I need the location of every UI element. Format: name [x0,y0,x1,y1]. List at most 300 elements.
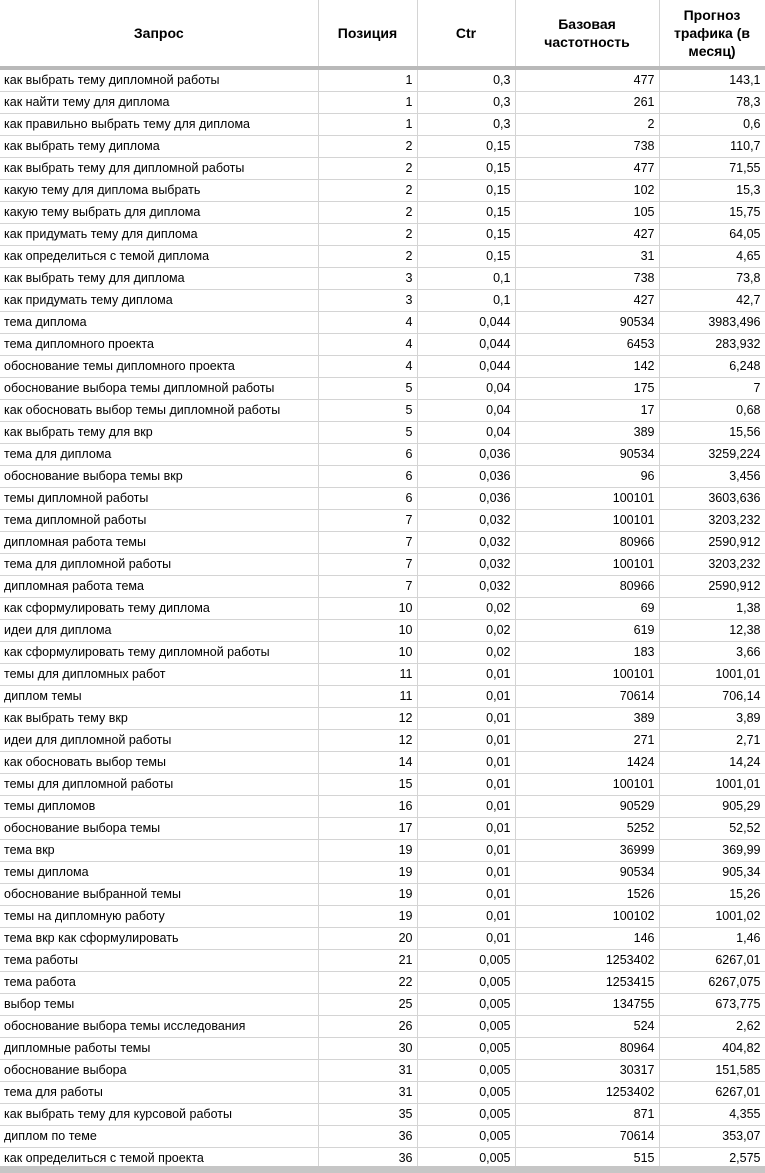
query-cell[interactable]: обоснование темы дипломного проекта [0,356,318,378]
position-cell[interactable]: 10 [318,642,417,664]
ctr-cell[interactable]: 0,3 [417,68,515,92]
traffic-cell[interactable]: 673,775 [659,994,765,1016]
query-cell[interactable]: темы дипломной работы [0,488,318,510]
position-cell[interactable]: 5 [318,400,417,422]
query-cell[interactable]: тема для работы [0,1082,318,1104]
query-cell[interactable]: обоснование выбора темы исследования [0,1016,318,1038]
table-row [0,752,765,774]
ctr-cell[interactable]: 0,02 [417,620,515,642]
position-cell[interactable]: 26 [318,1016,417,1038]
query-cell[interactable]: как выбрать тему для дипломной работы [0,158,318,180]
ctr-cell[interactable]: 0,04 [417,378,515,400]
ctr-cell[interactable]: 0,005 [417,950,515,972]
query-cell[interactable]: темы диплома [0,862,318,884]
traffic-cell[interactable]: 73,8 [659,268,765,290]
header-base-frequency[interactable]: Базовая частотность [515,0,659,68]
ctr-cell[interactable]: 0,005 [417,1148,515,1170]
traffic-cell[interactable]: 2,575 [659,1148,765,1170]
traffic-cell[interactable]: 0,6 [659,114,765,136]
ctr-cell[interactable]: 0,01 [417,818,515,840]
traffic-cell[interactable]: 78,3 [659,92,765,114]
query-cell[interactable]: обоснование выбранной темы [0,884,318,906]
traffic-cell[interactable]: 3983,496 [659,312,765,334]
ctr-cell[interactable]: 0,032 [417,532,515,554]
frequency-cell[interactable]: 427 [515,290,659,312]
ctr-cell[interactable]: 0,005 [417,1060,515,1082]
query-cell[interactable]: тема работы [0,950,318,972]
query-cell[interactable]: как выбрать тему вкр [0,708,318,730]
ctr-cell[interactable]: 0,005 [417,1126,515,1148]
ctr-cell[interactable]: 0,15 [417,136,515,158]
table-row [0,466,765,488]
query-cell[interactable]: темы на дипломную работу [0,906,318,928]
position-cell[interactable]: 4 [318,334,417,356]
frequency-cell[interactable]: 427 [515,224,659,246]
table-row [0,290,765,312]
position-cell[interactable]: 4 [318,312,417,334]
ctr-cell[interactable]: 0,15 [417,246,515,268]
traffic-cell[interactable]: 3259,224 [659,444,765,466]
traffic-cell[interactable]: 404,82 [659,1038,765,1060]
ctr-cell[interactable]: 0,01 [417,774,515,796]
query-cell[interactable]: обоснование выбора темы дипломной работы [0,378,318,400]
frequency-cell[interactable]: 90529 [515,796,659,818]
frequency-cell[interactable]: 1526 [515,884,659,906]
position-cell[interactable]: 2 [318,202,417,224]
ctr-cell[interactable]: 0,044 [417,356,515,378]
ctr-cell[interactable]: 0,01 [417,862,515,884]
frequency-cell[interactable]: 389 [515,708,659,730]
position-cell[interactable]: 25 [318,994,417,1016]
position-cell[interactable]: 1 [318,68,417,92]
frequency-cell[interactable]: 6453 [515,334,659,356]
ctr-cell[interactable]: 0,036 [417,488,515,510]
traffic-cell[interactable]: 6,248 [659,356,765,378]
table-row [0,92,765,114]
ctr-cell[interactable]: 0,15 [417,224,515,246]
ctr-cell[interactable]: 0,01 [417,906,515,928]
ctr-cell[interactable]: 0,04 [417,400,515,422]
table-row [0,1038,765,1060]
query-cell[interactable]: дипломная работа темы [0,532,318,554]
ctr-cell[interactable]: 0,01 [417,686,515,708]
position-cell[interactable]: 36 [318,1148,417,1170]
frequency-cell[interactable]: 100101 [515,554,659,576]
frequency-cell[interactable]: 100101 [515,488,659,510]
ctr-cell[interactable]: 0,15 [417,158,515,180]
frequency-cell[interactable]: 738 [515,268,659,290]
query-cell[interactable]: тема дипломной работы [0,510,318,532]
traffic-cell[interactable]: 3203,232 [659,510,765,532]
ctr-cell[interactable]: 0,044 [417,334,515,356]
position-cell[interactable]: 7 [318,554,417,576]
ctr-cell[interactable]: 0,005 [417,1082,515,1104]
position-cell[interactable]: 7 [318,532,417,554]
ctr-cell[interactable]: 0,044 [417,312,515,334]
traffic-cell[interactable]: 6267,075 [659,972,765,994]
position-cell[interactable]: 16 [318,796,417,818]
header-row [0,0,765,68]
position-cell[interactable]: 31 [318,1082,417,1104]
frequency-cell[interactable]: 175 [515,378,659,400]
query-cell[interactable]: какую тему для диплома выбрать [0,180,318,202]
traffic-cell[interactable]: 71,55 [659,158,765,180]
ctr-cell[interactable]: 0,01 [417,708,515,730]
table-row [0,730,765,752]
frequency-cell[interactable]: 477 [515,158,659,180]
table-row [0,994,765,1016]
ctr-cell[interactable]: 0,04 [417,422,515,444]
position-cell[interactable]: 21 [318,950,417,972]
table-row [0,378,765,400]
frequency-cell[interactable]: 389 [515,422,659,444]
position-cell[interactable]: 2 [318,246,417,268]
position-cell[interactable]: 5 [318,422,417,444]
position-cell[interactable]: 7 [318,576,417,598]
table-row [0,554,765,576]
ctr-cell[interactable]: 0,005 [417,972,515,994]
table-row [0,928,765,950]
table-row [0,444,765,466]
table-row [0,136,765,158]
table-row [0,224,765,246]
ctr-cell[interactable]: 0,01 [417,664,515,686]
query-cell[interactable]: какую тему выбрать для диплома [0,202,318,224]
traffic-cell[interactable]: 143,1 [659,68,765,92]
table-row [0,114,765,136]
traffic-cell[interactable]: 283,932 [659,334,765,356]
ctr-cell[interactable]: 0,032 [417,510,515,532]
table-body [0,68,765,1170]
query-cell[interactable]: тема для дипломной работы [0,554,318,576]
frequency-cell[interactable]: 36999 [515,840,659,862]
ctr-cell[interactable]: 0,01 [417,796,515,818]
query-cell[interactable]: как сформулировать тему диплома [0,598,318,620]
position-cell[interactable]: 19 [318,862,417,884]
frequency-cell[interactable]: 477 [515,68,659,92]
query-cell[interactable]: как выбрать тему диплома [0,136,318,158]
position-cell[interactable]: 17 [318,818,417,840]
query-cell[interactable]: как правильно выбрать тему для диплома [0,114,318,136]
traffic-cell[interactable]: 3,89 [659,708,765,730]
frequency-cell[interactable]: 70614 [515,1126,659,1148]
query-cell[interactable]: идеи для дипломной работы [0,730,318,752]
horizontal-scrollbar[interactable] [0,1166,765,1173]
frequency-cell[interactable]: 1253402 [515,1082,659,1104]
ctr-cell[interactable]: 0,005 [417,1016,515,1038]
position-cell[interactable]: 6 [318,488,417,510]
frequency-cell[interactable]: 2 [515,114,659,136]
frequency-cell[interactable]: 80964 [515,1038,659,1060]
query-cell[interactable]: как выбрать тему для курсовой работы [0,1104,318,1126]
ctr-cell[interactable]: 0,3 [417,114,515,136]
frequency-cell[interactable]: 183 [515,642,659,664]
frequency-cell[interactable]: 142 [515,356,659,378]
position-cell[interactable]: 7 [318,510,417,532]
frequency-cell[interactable]: 102 [515,180,659,202]
traffic-cell[interactable]: 3,66 [659,642,765,664]
frequency-cell[interactable]: 134755 [515,994,659,1016]
header-traffic-forecast[interactable]: Прогноз трафика (в месяц) [659,0,765,68]
table-row [0,708,765,730]
table-row [0,356,765,378]
table-row [0,642,765,664]
table-row [0,796,765,818]
query-cell[interactable]: обоснование выбора [0,1060,318,1082]
query-cell[interactable]: как выбрать тему для вкр [0,422,318,444]
query-cell[interactable]: дипломная работа тема [0,576,318,598]
frequency-cell[interactable]: 90534 [515,862,659,884]
query-cell[interactable]: тема дипломного проекта [0,334,318,356]
frequency-cell[interactable]: 70614 [515,686,659,708]
frequency-cell[interactable]: 100101 [515,664,659,686]
traffic-cell[interactable]: 2590,912 [659,576,765,598]
query-cell[interactable]: как сформулировать тему дипломной работы [0,642,318,664]
query-cell[interactable]: как выбрать тему для диплома [0,268,318,290]
ctr-cell[interactable]: 0,01 [417,928,515,950]
table-row [0,68,765,92]
traffic-cell[interactable]: 7 [659,378,765,400]
query-cell[interactable]: темы дипломов [0,796,318,818]
query-cell[interactable]: как найти тему для диплома [0,92,318,114]
traffic-cell[interactable]: 14,24 [659,752,765,774]
query-cell[interactable]: дипломные работы темы [0,1038,318,1060]
ctr-cell[interactable]: 0,15 [417,202,515,224]
table-row [0,400,765,422]
table-row [0,488,765,510]
traffic-cell[interactable]: 52,52 [659,818,765,840]
frequency-cell[interactable]: 524 [515,1016,659,1038]
table-row [0,158,765,180]
position-cell[interactable]: 6 [318,466,417,488]
query-cell[interactable]: диплом по теме [0,1126,318,1148]
frequency-cell[interactable]: 100102 [515,906,659,928]
query-cell[interactable]: тема работа [0,972,318,994]
position-cell[interactable]: 2 [318,158,417,180]
traffic-cell[interactable]: 12,38 [659,620,765,642]
ctr-cell[interactable]: 0,01 [417,884,515,906]
traffic-cell[interactable]: 151,585 [659,1060,765,1082]
position-cell[interactable]: 19 [318,840,417,862]
ctr-cell[interactable]: 0,005 [417,1104,515,1126]
position-cell[interactable]: 22 [318,972,417,994]
traffic-cell[interactable]: 1001,01 [659,774,765,796]
position-cell[interactable]: 2 [318,180,417,202]
header-position[interactable]: Позиция [318,0,417,68]
frequency-cell[interactable]: 619 [515,620,659,642]
frequency-cell[interactable]: 515 [515,1148,659,1170]
traffic-cell[interactable]: 6267,01 [659,950,765,972]
table-row [0,246,765,268]
query-cell[interactable]: как придумать тему для диплома [0,224,318,246]
traffic-cell[interactable]: 15,75 [659,202,765,224]
query-cell[interactable]: выбор темы [0,994,318,1016]
query-cell[interactable]: как придумать тему диплома [0,290,318,312]
traffic-cell[interactable]: 1,46 [659,928,765,950]
position-cell[interactable]: 10 [318,598,417,620]
position-cell[interactable]: 1 [318,114,417,136]
position-cell[interactable]: 19 [318,906,417,928]
query-cell[interactable]: как обосновать выбор темы [0,752,318,774]
ctr-cell[interactable]: 0,01 [417,730,515,752]
ctr-cell[interactable]: 0,02 [417,642,515,664]
query-cell[interactable]: тема диплома [0,312,318,334]
position-cell[interactable]: 6 [318,444,417,466]
position-cell[interactable]: 35 [318,1104,417,1126]
traffic-cell[interactable]: 6267,01 [659,1082,765,1104]
query-cell[interactable]: как определиться с темой диплома [0,246,318,268]
traffic-cell[interactable]: 42,7 [659,290,765,312]
position-cell[interactable]: 11 [318,686,417,708]
position-cell[interactable]: 3 [318,268,417,290]
traffic-cell[interactable]: 3203,232 [659,554,765,576]
frequency-cell[interactable]: 146 [515,928,659,950]
table-row [0,532,765,554]
table-row [0,1104,765,1126]
table-row [0,1016,765,1038]
frequency-cell[interactable]: 271 [515,730,659,752]
table-row [0,576,765,598]
table-row [0,268,765,290]
position-cell[interactable]: 10 [318,620,417,642]
frequency-cell[interactable]: 31 [515,246,659,268]
ctr-cell[interactable]: 0,1 [417,268,515,290]
frequency-cell[interactable]: 871 [515,1104,659,1126]
frequency-cell[interactable]: 105 [515,202,659,224]
ctr-cell[interactable]: 0,005 [417,1038,515,1060]
query-cell[interactable]: тема вкр как сформулировать [0,928,318,950]
position-cell[interactable]: 11 [318,664,417,686]
table-row [0,598,765,620]
traffic-cell[interactable]: 2590,912 [659,532,765,554]
frequency-cell[interactable]: 30317 [515,1060,659,1082]
ctr-cell[interactable]: 0,032 [417,554,515,576]
frequency-cell[interactable]: 96 [515,466,659,488]
traffic-cell[interactable]: 3603,636 [659,488,765,510]
traffic-cell[interactable]: 369,99 [659,840,765,862]
ctr-cell[interactable]: 0,15 [417,180,515,202]
traffic-cell[interactable]: 110,7 [659,136,765,158]
ctr-cell[interactable]: 0,036 [417,466,515,488]
frequency-cell[interactable]: 80966 [515,532,659,554]
frequency-cell[interactable]: 261 [515,92,659,114]
frequency-cell[interactable]: 1424 [515,752,659,774]
position-cell[interactable]: 12 [318,730,417,752]
position-cell[interactable]: 19 [318,884,417,906]
frequency-cell[interactable]: 90534 [515,444,659,466]
ctr-cell[interactable]: 0,036 [417,444,515,466]
traffic-cell[interactable]: 15,26 [659,884,765,906]
ctr-cell[interactable]: 0,01 [417,840,515,862]
traffic-cell[interactable]: 0,68 [659,400,765,422]
query-cell[interactable]: обоснование выбора темы вкр [0,466,318,488]
header-ctr[interactable]: Ctr [417,0,515,68]
traffic-cell[interactable]: 15,56 [659,422,765,444]
table-row [0,686,765,708]
ctr-cell[interactable]: 0,02 [417,598,515,620]
traffic-cell[interactable]: 4,65 [659,246,765,268]
traffic-cell[interactable]: 706,14 [659,686,765,708]
traffic-cell[interactable]: 15,3 [659,180,765,202]
traffic-cell[interactable]: 2,62 [659,1016,765,1038]
traffic-cell[interactable]: 1001,02 [659,906,765,928]
ctr-cell[interactable]: 0,3 [417,92,515,114]
ctr-cell[interactable]: 0,1 [417,290,515,312]
traffic-cell[interactable]: 1001,01 [659,664,765,686]
frequency-cell[interactable]: 738 [515,136,659,158]
query-cell[interactable]: тема для диплома [0,444,318,466]
query-cell[interactable]: как определиться с темой проекта [0,1148,318,1170]
frequency-cell[interactable]: 1253402 [515,950,659,972]
frequency-cell[interactable]: 69 [515,598,659,620]
table-row [0,818,765,840]
position-cell[interactable]: 4 [318,356,417,378]
table-row [0,1082,765,1104]
ctr-cell[interactable]: 0,032 [417,576,515,598]
traffic-cell[interactable]: 3,456 [659,466,765,488]
query-cell[interactable]: тема вкр [0,840,318,862]
traffic-cell[interactable]: 2,71 [659,730,765,752]
query-cell[interactable]: обоснование выбора темы [0,818,318,840]
frequency-cell[interactable]: 90534 [515,312,659,334]
frequency-cell[interactable]: 5252 [515,818,659,840]
table-row [0,840,765,862]
traffic-cell[interactable]: 64,05 [659,224,765,246]
ctr-cell[interactable]: 0,01 [417,752,515,774]
position-cell[interactable]: 2 [318,136,417,158]
table-row [0,884,765,906]
table-row [0,950,765,972]
frequency-cell[interactable]: 100101 [515,510,659,532]
table-row [0,422,765,444]
query-cell[interactable]: диплом темы [0,686,318,708]
header-query[interactable]: Запрос [0,0,318,68]
traffic-cell[interactable]: 905,29 [659,796,765,818]
table-row [0,312,765,334]
query-cell[interactable]: темы для дипломной работы [0,774,318,796]
position-cell[interactable]: 20 [318,928,417,950]
position-cell[interactable]: 14 [318,752,417,774]
traffic-cell[interactable]: 1,38 [659,598,765,620]
frequency-cell[interactable]: 80966 [515,576,659,598]
table-row [0,774,765,796]
frequency-cell[interactable]: 17 [515,400,659,422]
position-cell[interactable]: 1 [318,92,417,114]
frequency-cell[interactable]: 100101 [515,774,659,796]
traffic-cell[interactable]: 905,34 [659,862,765,884]
position-cell[interactable]: 5 [318,378,417,400]
position-cell[interactable]: 15 [318,774,417,796]
table-row [0,972,765,994]
table-row [0,664,765,686]
query-cell[interactable]: как выбрать тему дипломной работы [0,68,318,92]
query-cell[interactable]: идеи для диплома [0,620,318,642]
position-cell[interactable]: 36 [318,1126,417,1148]
position-cell[interactable]: 30 [318,1038,417,1060]
traffic-cell[interactable]: 4,355 [659,1104,765,1126]
traffic-cell[interactable]: 353,07 [659,1126,765,1148]
table-row [0,1126,765,1148]
frequency-cell[interactable]: 1253415 [515,972,659,994]
query-cell[interactable]: как обосновать выбор темы дипломной работы [0,400,318,422]
ctr-cell[interactable]: 0,005 [417,994,515,1016]
position-cell[interactable]: 3 [318,290,417,312]
position-cell[interactable]: 12 [318,708,417,730]
position-cell[interactable]: 2 [318,224,417,246]
query-cell[interactable]: темы для дипломных работ [0,664,318,686]
table-row [0,906,765,928]
position-cell[interactable]: 31 [318,1060,417,1082]
